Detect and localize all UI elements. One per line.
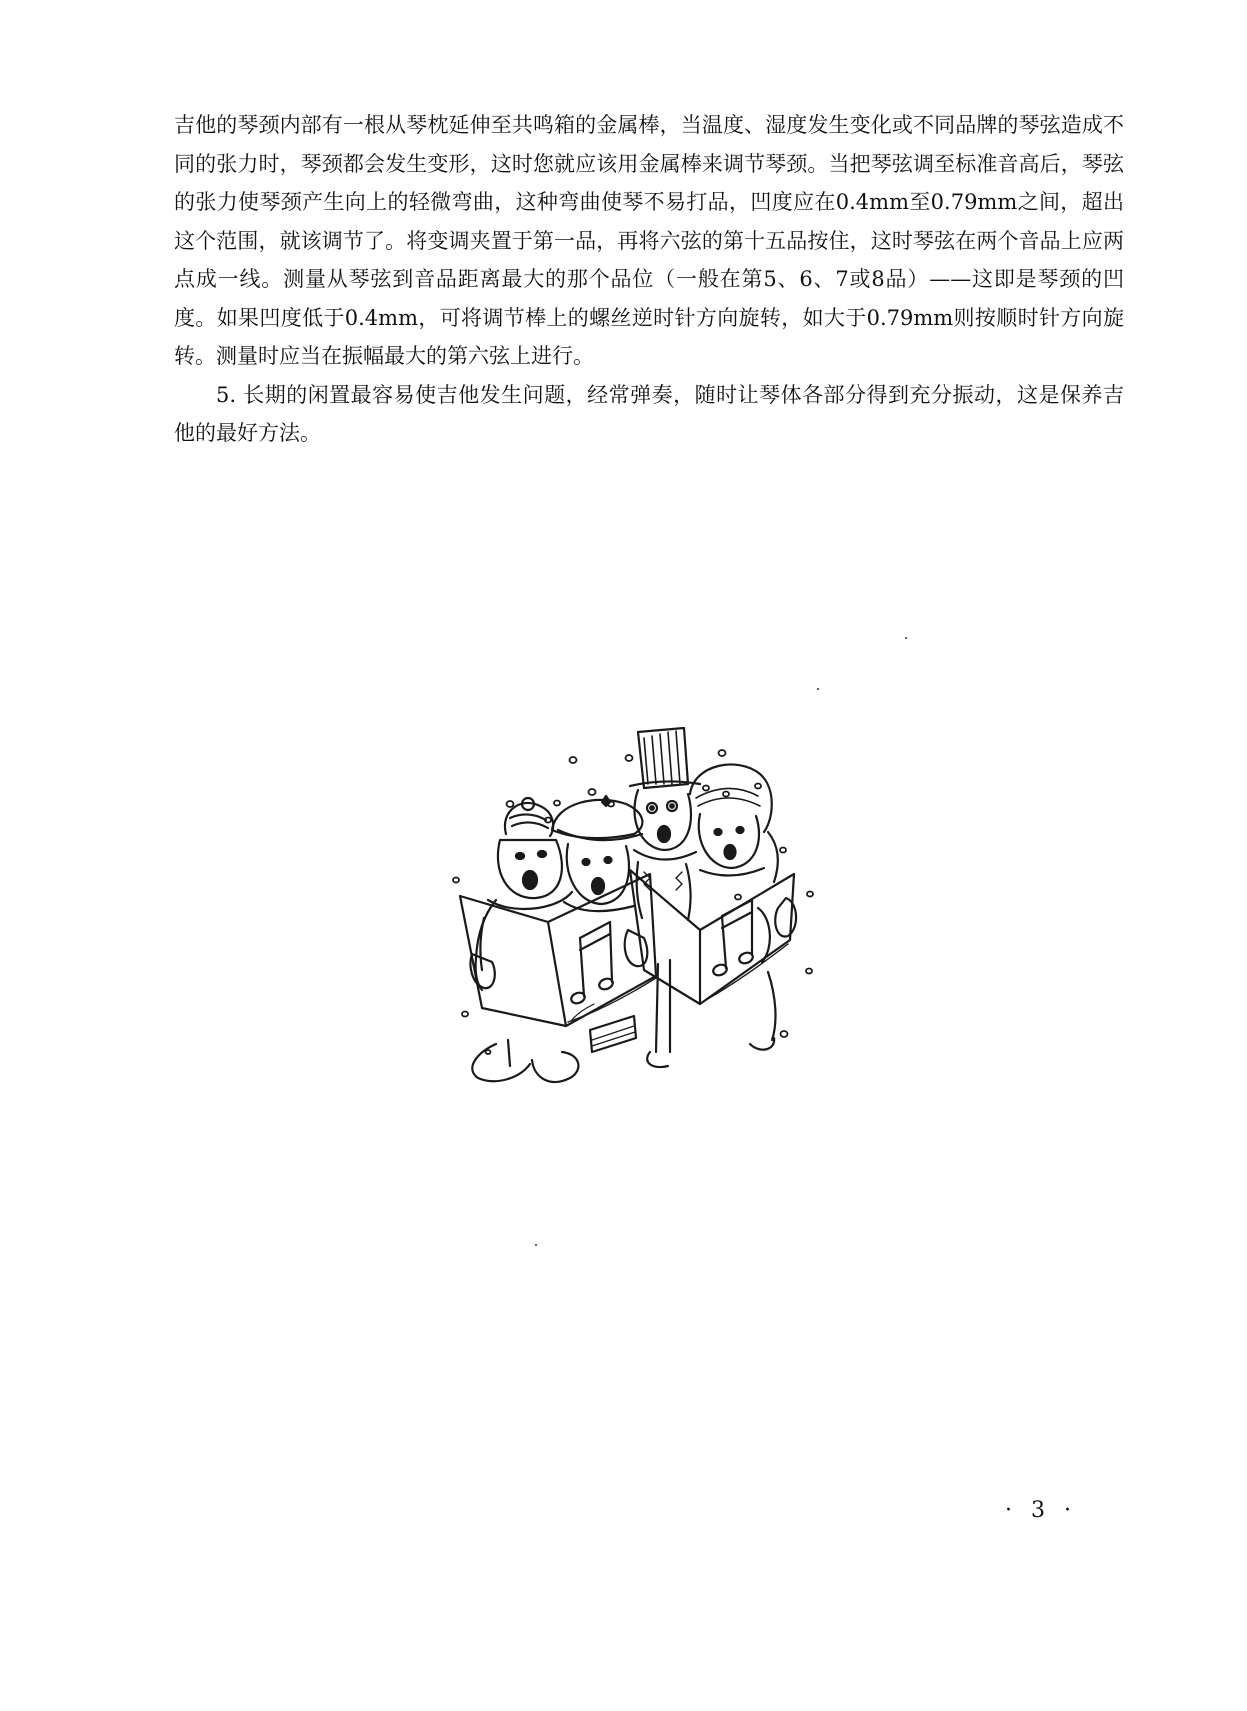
snow-dots — [453, 750, 813, 1054]
singer-left — [471, 798, 579, 1082]
scan-speck — [817, 688, 819, 690]
scan-speck — [535, 1244, 537, 1246]
body-text — [174, 106, 1124, 453]
singer-top-hat — [630, 728, 700, 1067]
paragraph-1: 吉他的琴颈内部有一根从琴枕延伸至共鸣箱的金属棒，当温度、湿度发生变化或不同品牌的琴弦造成不同的张力时，琴颈都会发生变形，这时您就应该用金属棒来调节琴颈。当把琴弦调至标准音高后，琴弦的张力使琴颈产生向上的轻微弯曲，这种弯曲使琴不易打品，凹度应在0.4mm至0.79mm之间，超出这个范围，就该调节了。将变调夹置于第一品，再将六弦的第十五品按住，这时琴弦在两个音品上应两点成一线。测量从琴弦到音品距离最大的那个品位（一般在第5、6、7或8品）——这即是琴颈的凹度。如果凹度低于0.4mm，可将调节棒上的螺丝逆时针方向旋转，如大于0.79mm则按顺时针方向旋转。测量时应当在振幅最大的第六弦上进行。 — [174, 113, 1124, 368]
paragraph-2: 5. 长期的闲置最容易使吉他发生问题，经常弹奏，随时让琴体各部分得到充分振动，这是保养吉他的最好方法。 — [174, 382, 1124, 445]
songbook-left — [460, 874, 656, 1026]
page-number: · 3 · — [1005, 1498, 1077, 1523]
hands — [590, 898, 796, 1052]
singer-bonnet — [690, 764, 778, 1049]
scan-speck — [905, 637, 907, 639]
carol-singers-illustration — [438, 722, 830, 1112]
singer-cap — [552, 796, 642, 911]
